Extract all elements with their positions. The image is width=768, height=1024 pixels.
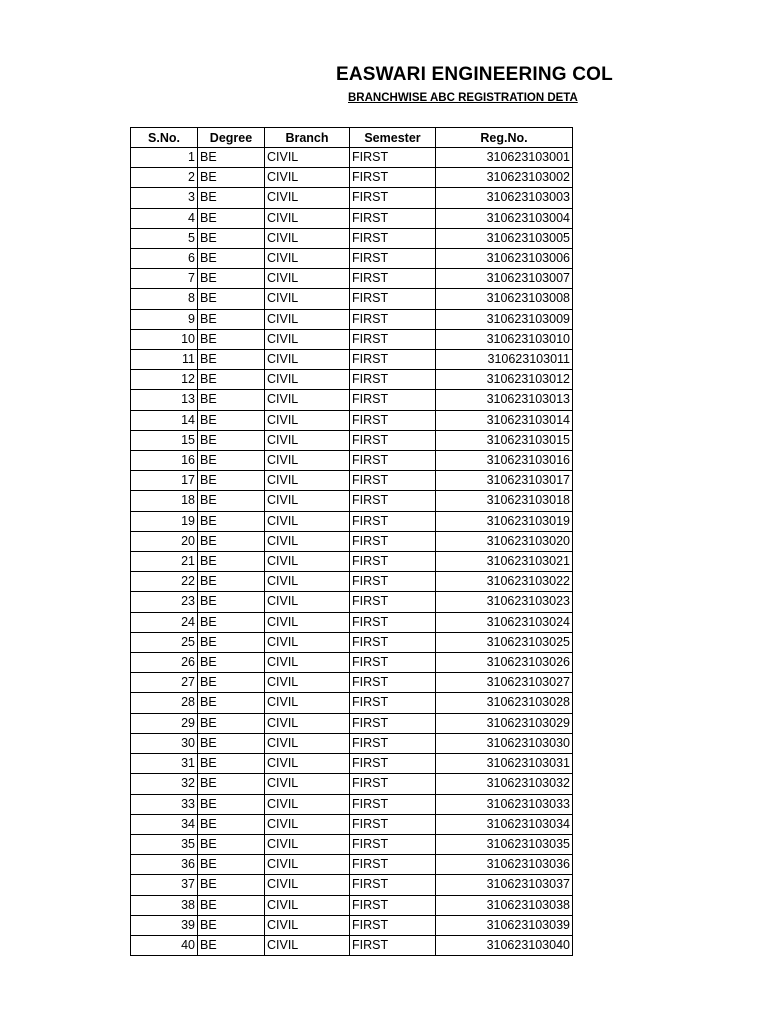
cell-degree: BE (198, 814, 265, 834)
cell-degree: BE (198, 713, 265, 733)
header-sno: S.No. (131, 128, 198, 148)
cell-semester: FIRST (350, 188, 436, 208)
cell-regno: 310623103004 (436, 208, 573, 228)
cell-branch: CIVIL (265, 168, 350, 188)
cell-semester: FIRST (350, 572, 436, 592)
registration-table (130, 127, 573, 956)
table-row (131, 814, 573, 834)
cell-regno: 310623103011 (436, 350, 573, 370)
cell-regno: 310623103015 (436, 430, 573, 450)
cell-degree: BE (198, 572, 265, 592)
cell-branch: CIVIL (265, 814, 350, 834)
cell-semester: FIRST (350, 733, 436, 753)
table-row (131, 875, 573, 895)
cell-sno: 32 (131, 774, 198, 794)
cell-regno: 310623103030 (436, 733, 573, 753)
cell-regno: 310623103003 (436, 188, 573, 208)
cell-regno: 310623103035 (436, 834, 573, 854)
cell-degree: BE (198, 834, 265, 854)
cell-branch: CIVIL (265, 430, 350, 450)
cell-sno: 38 (131, 895, 198, 915)
cell-semester: FIRST (350, 249, 436, 269)
table-row (131, 289, 573, 309)
cell-sno: 31 (131, 754, 198, 774)
document-subtitle: BRANCHWISE ABC REGISTRATION DETA (348, 92, 578, 104)
table-row (131, 228, 573, 248)
cell-regno: 310623103024 (436, 612, 573, 632)
cell-regno: 310623103034 (436, 814, 573, 834)
cell-sno: 35 (131, 834, 198, 854)
table-row (131, 148, 573, 168)
cell-branch: CIVIL (265, 693, 350, 713)
cell-sno: 13 (131, 390, 198, 410)
cell-branch: CIVIL (265, 794, 350, 814)
cell-semester: FIRST (350, 794, 436, 814)
cell-branch: CIVIL (265, 491, 350, 511)
cell-semester: FIRST (350, 713, 436, 733)
table-row (131, 733, 573, 753)
cell-sno: 3 (131, 188, 198, 208)
cell-branch: CIVIL (265, 390, 350, 410)
cell-degree: BE (198, 370, 265, 390)
cell-branch: CIVIL (265, 632, 350, 652)
cell-regno: 310623103008 (436, 289, 573, 309)
table-row (131, 592, 573, 612)
cell-sno: 39 (131, 915, 198, 935)
cell-semester: FIRST (350, 390, 436, 410)
cell-degree: BE (198, 915, 265, 935)
cell-regno: 310623103016 (436, 451, 573, 471)
cell-regno: 310623103039 (436, 915, 573, 935)
table-row (131, 612, 573, 632)
cell-semester: FIRST (350, 754, 436, 774)
cell-sno: 23 (131, 592, 198, 612)
cell-semester: FIRST (350, 410, 436, 430)
cell-sno: 25 (131, 632, 198, 652)
header-degree: Degree (198, 128, 265, 148)
cell-regno: 310623103021 (436, 552, 573, 572)
cell-sno: 11 (131, 350, 198, 370)
cell-regno: 310623103005 (436, 228, 573, 248)
cell-sno: 17 (131, 471, 198, 491)
cell-regno: 310623103001 (436, 148, 573, 168)
cell-regno: 310623103040 (436, 935, 573, 955)
cell-semester: FIRST (350, 228, 436, 248)
cell-degree: BE (198, 390, 265, 410)
cell-branch: CIVIL (265, 148, 350, 168)
cell-semester: FIRST (350, 915, 436, 935)
table-row (131, 208, 573, 228)
table-row (131, 855, 573, 875)
cell-regno: 310623103027 (436, 673, 573, 693)
cell-regno: 310623103033 (436, 794, 573, 814)
table-row (131, 713, 573, 733)
cell-regno: 310623103029 (436, 713, 573, 733)
cell-semester: FIRST (350, 875, 436, 895)
cell-sno: 12 (131, 370, 198, 390)
table-row (131, 249, 573, 269)
cell-degree: BE (198, 552, 265, 572)
cell-sno: 18 (131, 491, 198, 511)
cell-semester: FIRST (350, 531, 436, 551)
cell-branch: CIVIL (265, 511, 350, 531)
cell-branch: CIVIL (265, 572, 350, 592)
cell-regno: 310623103023 (436, 592, 573, 612)
cell-branch: CIVIL (265, 612, 350, 632)
cell-branch: CIVIL (265, 350, 350, 370)
cell-regno: 310623103002 (436, 168, 573, 188)
cell-branch: CIVIL (265, 370, 350, 390)
cell-branch: CIVIL (265, 834, 350, 854)
cell-semester: FIRST (350, 148, 436, 168)
cell-branch: CIVIL (265, 895, 350, 915)
cell-sno: 8 (131, 289, 198, 309)
cell-semester: FIRST (350, 289, 436, 309)
cell-semester: FIRST (350, 592, 436, 612)
table-row (131, 350, 573, 370)
cell-degree: BE (198, 329, 265, 349)
cell-sno: 34 (131, 814, 198, 834)
cell-branch: CIVIL (265, 188, 350, 208)
cell-branch: CIVIL (265, 249, 350, 269)
cell-sno: 26 (131, 653, 198, 673)
cell-degree: BE (198, 208, 265, 228)
cell-degree: BE (198, 511, 265, 531)
cell-branch: CIVIL (265, 410, 350, 430)
cell-sno: 15 (131, 430, 198, 450)
cell-regno: 310623103026 (436, 653, 573, 673)
table-row (131, 188, 573, 208)
cell-semester: FIRST (350, 935, 436, 955)
cell-degree: BE (198, 269, 265, 289)
table-row (131, 552, 573, 572)
cell-sno: 21 (131, 552, 198, 572)
cell-degree: BE (198, 249, 265, 269)
cell-regno: 310623103032 (436, 774, 573, 794)
cell-degree: BE (198, 592, 265, 612)
cell-degree: BE (198, 855, 265, 875)
cell-degree: BE (198, 148, 265, 168)
cell-semester: FIRST (350, 552, 436, 572)
table-row (131, 673, 573, 693)
cell-semester: FIRST (350, 511, 436, 531)
table-row (131, 693, 573, 713)
cell-branch: CIVIL (265, 855, 350, 875)
cell-sno: 36 (131, 855, 198, 875)
cell-semester: FIRST (350, 653, 436, 673)
cell-degree: BE (198, 653, 265, 673)
cell-sno: 22 (131, 572, 198, 592)
cell-sno: 6 (131, 249, 198, 269)
cell-degree: BE (198, 794, 265, 814)
cell-branch: CIVIL (265, 592, 350, 612)
cell-regno: 310623103018 (436, 491, 573, 511)
cell-degree: BE (198, 289, 265, 309)
cell-semester: FIRST (350, 329, 436, 349)
cell-semester: FIRST (350, 269, 436, 289)
table-row (131, 309, 573, 329)
header-semester: Semester (350, 128, 436, 148)
cell-regno: 310623103022 (436, 572, 573, 592)
cell-semester: FIRST (350, 612, 436, 632)
cell-degree: BE (198, 875, 265, 895)
table-row (131, 572, 573, 592)
cell-regno: 310623103031 (436, 754, 573, 774)
cell-branch: CIVIL (265, 774, 350, 794)
cell-degree: BE (198, 774, 265, 794)
cell-branch: CIVIL (265, 673, 350, 693)
cell-semester: FIRST (350, 309, 436, 329)
cell-degree: BE (198, 693, 265, 713)
cell-degree: BE (198, 430, 265, 450)
cell-degree: BE (198, 612, 265, 632)
cell-branch: CIVIL (265, 309, 350, 329)
table-row (131, 451, 573, 471)
cell-branch: CIVIL (265, 915, 350, 935)
cell-degree: BE (198, 895, 265, 915)
cell-degree: BE (198, 168, 265, 188)
table-row (131, 915, 573, 935)
cell-sno: 30 (131, 733, 198, 753)
cell-sno: 27 (131, 673, 198, 693)
cell-branch: CIVIL (265, 329, 350, 349)
cell-branch: CIVIL (265, 713, 350, 733)
table-body (131, 148, 573, 956)
cell-sno: 20 (131, 531, 198, 551)
cell-semester: FIRST (350, 814, 436, 834)
table-row (131, 329, 573, 349)
header-regno: Reg.No. (436, 128, 573, 148)
cell-degree: BE (198, 673, 265, 693)
table-row (131, 511, 573, 531)
cell-branch: CIVIL (265, 552, 350, 572)
cell-branch: CIVIL (265, 754, 350, 774)
cell-semester: FIRST (350, 471, 436, 491)
table-row (131, 390, 573, 410)
cell-semester: FIRST (350, 673, 436, 693)
cell-sno: 1 (131, 148, 198, 168)
cell-sno: 10 (131, 329, 198, 349)
table-header-row (131, 128, 573, 148)
table-row (131, 895, 573, 915)
cell-semester: FIRST (350, 370, 436, 390)
cell-branch: CIVIL (265, 653, 350, 673)
cell-degree: BE (198, 733, 265, 753)
table-row (131, 754, 573, 774)
cell-degree: BE (198, 471, 265, 491)
cell-sno: 37 (131, 875, 198, 895)
table-row (131, 653, 573, 673)
table-row (131, 370, 573, 390)
table-row (131, 935, 573, 955)
cell-branch: CIVIL (265, 208, 350, 228)
cell-sno: 24 (131, 612, 198, 632)
cell-semester: FIRST (350, 855, 436, 875)
cell-sno: 19 (131, 511, 198, 531)
cell-sno: 40 (131, 935, 198, 955)
cell-sno: 4 (131, 208, 198, 228)
cell-degree: BE (198, 410, 265, 430)
table-row (131, 471, 573, 491)
cell-branch: CIVIL (265, 531, 350, 551)
cell-semester: FIRST (350, 451, 436, 471)
cell-sno: 33 (131, 794, 198, 814)
table-row (131, 269, 573, 289)
table-row (131, 632, 573, 652)
cell-degree: BE (198, 228, 265, 248)
cell-regno: 310623103010 (436, 329, 573, 349)
cell-branch: CIVIL (265, 228, 350, 248)
table-row (131, 531, 573, 551)
cell-regno: 310623103028 (436, 693, 573, 713)
cell-regno: 310623103017 (436, 471, 573, 491)
cell-regno: 310623103038 (436, 895, 573, 915)
cell-degree: BE (198, 451, 265, 471)
cell-regno: 310623103012 (436, 370, 573, 390)
document-title: EASWARI ENGINEERING COL (336, 64, 613, 85)
cell-sno: 2 (131, 168, 198, 188)
cell-regno: 310623103009 (436, 309, 573, 329)
cell-semester: FIRST (350, 895, 436, 915)
cell-degree: BE (198, 491, 265, 511)
table-row (131, 410, 573, 430)
cell-regno: 310623103020 (436, 531, 573, 551)
cell-sno: 28 (131, 693, 198, 713)
cell-regno: 310623103006 (436, 249, 573, 269)
cell-semester: FIRST (350, 491, 436, 511)
cell-degree: BE (198, 754, 265, 774)
cell-semester: FIRST (350, 168, 436, 188)
cell-branch: CIVIL (265, 875, 350, 895)
cell-branch: CIVIL (265, 289, 350, 309)
cell-semester: FIRST (350, 350, 436, 370)
cell-sno: 5 (131, 228, 198, 248)
cell-sno: 7 (131, 269, 198, 289)
cell-degree: BE (198, 531, 265, 551)
cell-regno: 310623103025 (436, 632, 573, 652)
cell-semester: FIRST (350, 208, 436, 228)
cell-regno: 310623103037 (436, 875, 573, 895)
table-row (131, 774, 573, 794)
cell-branch: CIVIL (265, 269, 350, 289)
cell-regno: 310623103013 (436, 390, 573, 410)
table-row (131, 834, 573, 854)
cell-semester: FIRST (350, 774, 436, 794)
cell-regno: 310623103014 (436, 410, 573, 430)
table-row (131, 491, 573, 511)
cell-semester: FIRST (350, 430, 436, 450)
cell-branch: CIVIL (265, 935, 350, 955)
cell-branch: CIVIL (265, 733, 350, 753)
cell-regno: 310623103019 (436, 511, 573, 531)
header-branch: Branch (265, 128, 350, 148)
cell-sno: 16 (131, 451, 198, 471)
cell-degree: BE (198, 309, 265, 329)
cell-semester: FIRST (350, 632, 436, 652)
cell-sno: 14 (131, 410, 198, 430)
cell-sno: 29 (131, 713, 198, 733)
cell-degree: BE (198, 935, 265, 955)
cell-degree: BE (198, 188, 265, 208)
cell-degree: BE (198, 632, 265, 652)
cell-degree: BE (198, 350, 265, 370)
cell-regno: 310623103036 (436, 855, 573, 875)
table-row (131, 168, 573, 188)
cell-regno: 310623103007 (436, 269, 573, 289)
cell-sno: 9 (131, 309, 198, 329)
cell-semester: FIRST (350, 834, 436, 854)
cell-semester: FIRST (350, 693, 436, 713)
cell-branch: CIVIL (265, 451, 350, 471)
table-row (131, 430, 573, 450)
cell-branch: CIVIL (265, 471, 350, 491)
table-row (131, 794, 573, 814)
title-area (0, 0, 613, 120)
